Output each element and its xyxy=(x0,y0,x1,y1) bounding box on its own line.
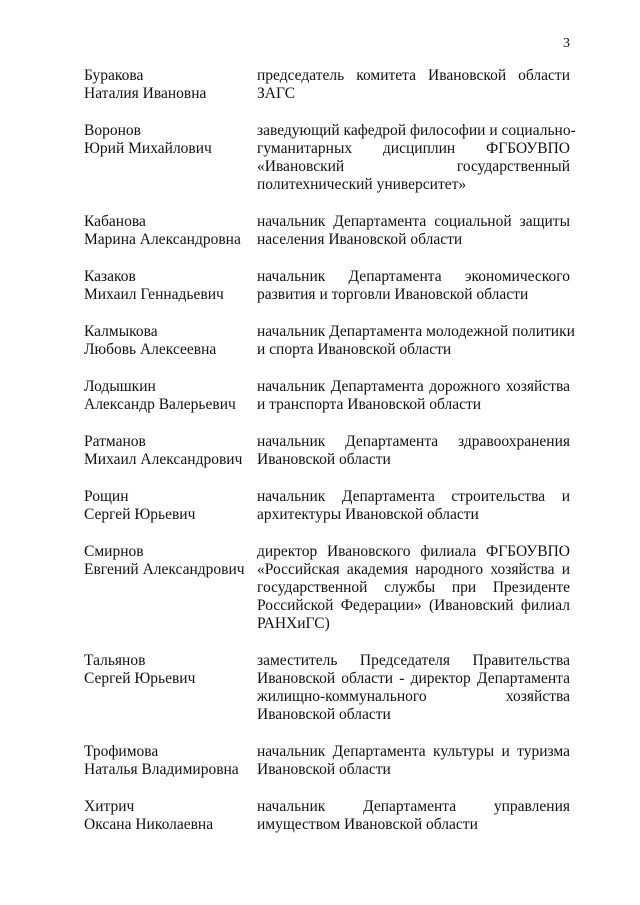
member-name xyxy=(84,378,257,414)
position-line: архитектуры Ивановской области xyxy=(257,506,479,523)
member-entry xyxy=(84,122,576,194)
member-position xyxy=(257,67,570,103)
position-line: гуманитарных дисциплин ФГБОУВПО xyxy=(257,140,570,157)
member-position xyxy=(257,268,570,304)
member-entry xyxy=(84,652,570,724)
position-line: и спорта Ивановской области xyxy=(257,341,452,358)
member-given: Михаил Александрович xyxy=(84,451,243,468)
member-surname: Калмыкова xyxy=(84,323,158,340)
position-line: председатель комитета Ивановской области xyxy=(257,67,570,84)
member-position xyxy=(257,543,570,633)
member-entry xyxy=(84,798,570,834)
position-line: РАНХиГС) xyxy=(257,615,330,632)
member-position xyxy=(257,798,570,834)
member-surname: Лодышкин xyxy=(84,378,156,395)
position-line: ЗАГС xyxy=(257,85,296,102)
position-line: начальник Департамента молодежной политики xyxy=(257,323,575,340)
member-name xyxy=(84,323,257,359)
member-entry xyxy=(84,488,570,524)
member-position xyxy=(257,433,570,469)
member-name xyxy=(84,433,257,469)
member-name xyxy=(84,268,257,304)
member-entry xyxy=(84,67,570,103)
position-line: Ивановской области xyxy=(257,451,391,468)
position-line: Ивановской области xyxy=(257,761,391,778)
position-line: заведующий кафедрой философии и социально- xyxy=(257,122,576,139)
member-given: Евгений Александрович xyxy=(84,561,245,578)
position-line: Ивановской области xyxy=(257,706,391,723)
member-surname: Ратманов xyxy=(84,433,146,450)
member-given: Сергей Юрьевич xyxy=(84,506,196,523)
member-name xyxy=(84,122,257,194)
member-given: Сергей Юрьевич xyxy=(84,670,196,687)
member-name xyxy=(84,798,257,834)
position-line: имуществом Ивановской области xyxy=(257,816,478,833)
position-line: «Российская академия народного хозяйства и xyxy=(257,561,570,578)
member-surname: Казаков xyxy=(84,268,136,285)
position-line: «Ивановский государственный xyxy=(257,158,570,175)
member-name xyxy=(84,67,257,103)
member-given: Наталья Владимировна xyxy=(84,761,239,778)
position-line: заместитель Председателя Правительства xyxy=(257,652,570,669)
page-number: 3 xyxy=(563,36,570,51)
member-name xyxy=(84,652,257,724)
member-name xyxy=(84,213,257,249)
position-line: начальник Департамента экономического xyxy=(257,268,570,285)
member-entry xyxy=(84,743,570,779)
member-entry xyxy=(84,323,575,359)
member-position xyxy=(257,488,570,524)
member-name xyxy=(84,743,257,779)
member-given: Наталия Ивановна xyxy=(84,85,207,102)
member-given: Александр Валерьевич xyxy=(84,396,236,413)
position-line: начальник Департамента дорожного хозяйства xyxy=(257,378,570,395)
position-line: государственной службы при Президенте xyxy=(257,579,570,596)
member-given: Юрий Михайлович xyxy=(84,140,212,157)
position-line: Российской Федерации» (Ивановский филиал xyxy=(257,597,570,614)
member-surname: Рощин xyxy=(84,488,129,505)
position-line: политехнический университет» xyxy=(257,176,467,193)
member-position xyxy=(257,652,570,724)
member-surname: Смирнов xyxy=(84,543,144,560)
member-surname: Буракова xyxy=(84,67,144,84)
member-entry xyxy=(84,213,570,249)
member-given: Любовь Алексеевна xyxy=(84,341,217,358)
member-position xyxy=(257,323,575,359)
member-name xyxy=(84,543,257,633)
member-position xyxy=(257,743,570,779)
member-given: Михаил Геннадьевич xyxy=(84,286,224,303)
member-surname: Воронов xyxy=(84,122,141,139)
position-line: жилищно-коммунального хозяйства xyxy=(257,688,570,705)
position-line: развития и торговли Ивановской области xyxy=(257,286,529,303)
member-position xyxy=(257,213,570,249)
position-line: начальник Департамента социальной защиты xyxy=(257,213,570,230)
members-list xyxy=(84,67,576,853)
position-line: и транспорта Ивановской области xyxy=(257,396,482,413)
member-surname: Тальянов xyxy=(84,652,146,669)
member-entry xyxy=(84,268,570,304)
member-surname: Трофимова xyxy=(84,743,159,760)
member-entry xyxy=(84,433,570,469)
position-line: директор Ивановского филиала ФГБОУВПО xyxy=(257,543,570,560)
member-position xyxy=(257,122,576,194)
position-line: начальник Департамента культуры и туризма xyxy=(257,743,570,760)
position-line: Ивановской области - директор Департамента xyxy=(257,670,570,687)
member-surname: Кабанова xyxy=(84,213,146,230)
member-given: Оксана Николаевна xyxy=(84,816,214,833)
member-given: Марина Александровна xyxy=(84,231,241,248)
position-line: начальник Департамента строительства и xyxy=(257,488,570,505)
position-line: населения Ивановской области xyxy=(257,231,463,248)
member-position xyxy=(257,378,570,414)
position-line: начальник Департамента здравоохранения xyxy=(257,433,570,450)
member-entry xyxy=(84,543,570,633)
member-entry xyxy=(84,378,570,414)
member-name xyxy=(84,488,257,524)
member-surname: Хитрич xyxy=(84,798,135,815)
position-line: начальник Департамента управления xyxy=(257,798,570,815)
